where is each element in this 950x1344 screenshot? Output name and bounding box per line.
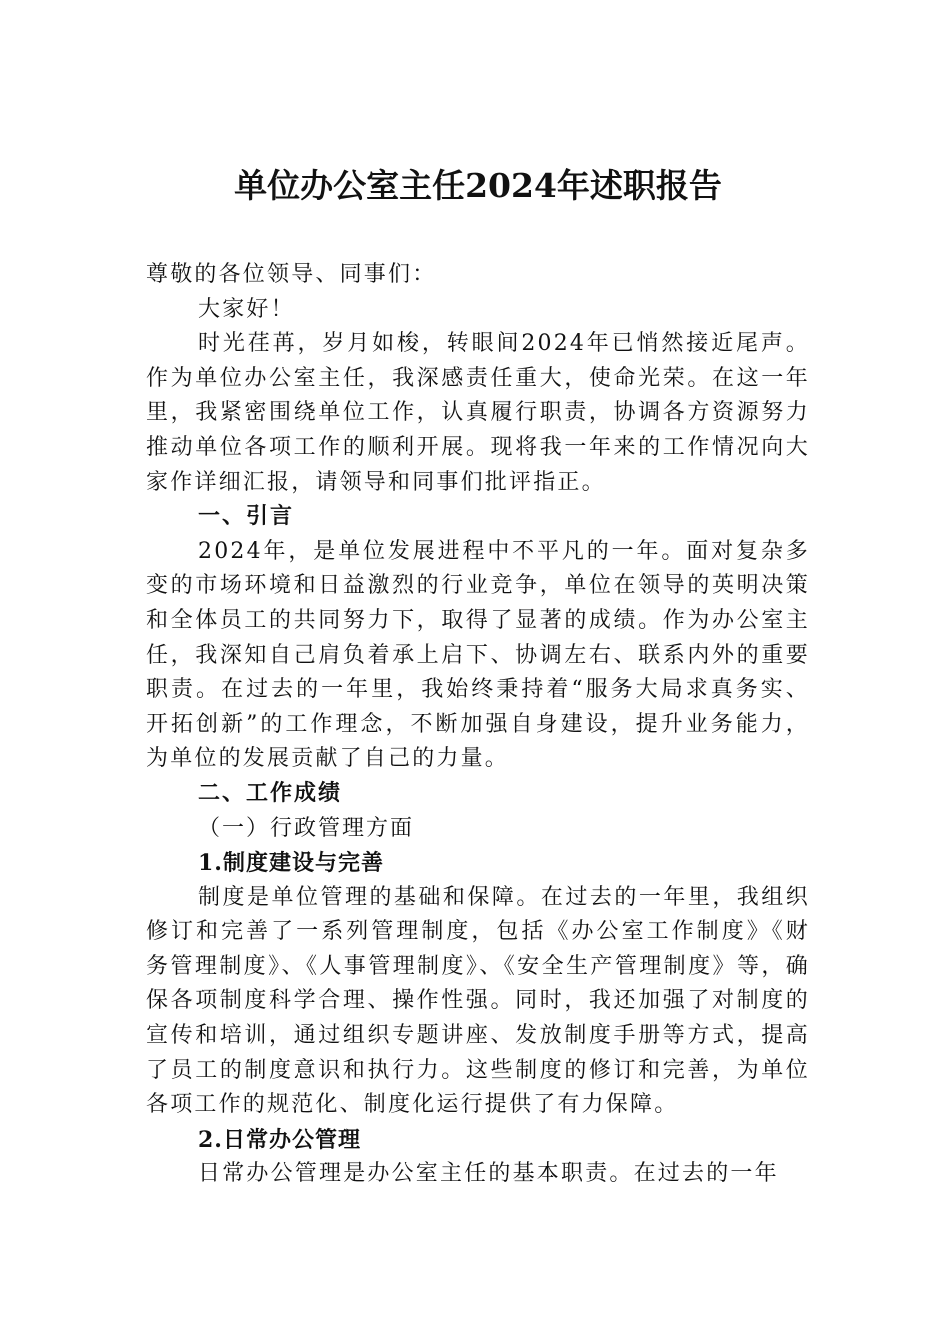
- daily-office-paragraph: 日常办公管理是办公室主任的基本职责。在过去的一年: [198, 1161, 779, 1187]
- section-heading-introduction: 一、引言: [198, 504, 295, 530]
- system-building-paragraph: 制度是单位管理的基础和保障。在过去的一年里，我组织修订和完善了一系列管理制度，包括《办公室工作制度》《财务管理制度》、《人事管理制度》、《安全生产管理制度》等，确保各项制度科学合理、操作性强。同时，我还加强了对制度的宣传和培训，通过组织专题讲座、发放制度手册等方式，提高了员工的制度意识和执行力。这些制度的修订和完善，为单位各项工作的规范化、制度化运行提供了有力保障。: [146, 884, 810, 1118]
- section-heading-achievements: 二、工作成绩: [198, 780, 343, 806]
- subsection-heading-administration: （一）行政管理方面: [198, 815, 415, 841]
- introduction-paragraph: 2024年，是单位发展进程中不平凡的一年。面对复杂多变的市场环境和日益激烈的行业竞争，单位在领导的英明决策和全体员工的共同努力下，取得了显著的成绩。作为办公室主任，我深知自己肩负着承上启下、协调左右、联系内外的重要职责。在过去的一年里，我始终秉持着“服务大局求真务实、开拓创新”的工作理念，不断加强自身建设，提升业务能力，为单位的发展贡献了自己的力量。: [146, 538, 810, 772]
- item-heading-daily-office: 2.日常办公管理: [198, 1126, 361, 1153]
- greeting: 大家好！: [198, 296, 295, 322]
- document-body: [146, 258, 810, 1192]
- item-heading-system-building: 1.制度建设与完善: [198, 850, 384, 877]
- document-title: 单位办公室主任2024年述职报告: [234, 166, 722, 205]
- salutation: 尊敬的各位领导、同事们：: [146, 262, 437, 287]
- intro-paragraph: 时光荏苒，岁月如梭，转眼间2024年已悄然接近尾声。作为单位办公室主任，我深感责任重大，使命光荣。在这一年里，我紧密围绕单位工作，认真履行职责，协调各方资源努力推动单位各项工作的顺利开展。现将我一年来的工作情况向大家作详细汇报，请领导和同事们批评指正。: [146, 331, 810, 495]
